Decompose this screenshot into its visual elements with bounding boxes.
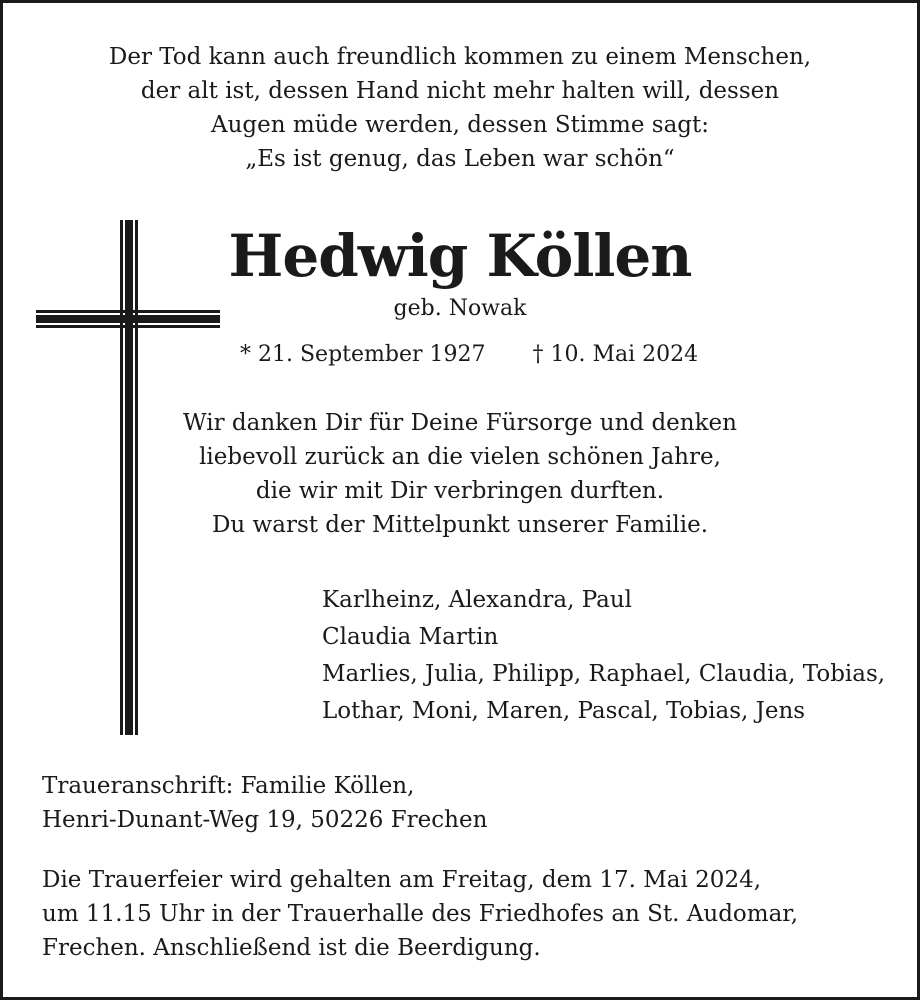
- deceased-name: Hedwig Köllen: [228, 222, 692, 290]
- mourners-line: Karlheinz, Alexandra, Paul: [322, 587, 633, 613]
- funeral-line: um 11.15 Uhr in der Trauerhalle des Friedhofes an St. Audomar,: [42, 901, 799, 927]
- mourners-line: Marlies, Julia, Philipp, Raphael, Claudia, Tobias,: [322, 661, 886, 687]
- thanks-line: die wir mit Dir verbringen durften.: [255, 478, 665, 504]
- death-date: † 10. Mai 2024: [532, 342, 699, 367]
- quote-line: Augen müde werden, dessen Stimme sagt:: [210, 112, 709, 138]
- funeral-line: Die Trauerfeier wird gehalten am Freitag, dem 17. Mai 2024,: [42, 867, 762, 893]
- thanks-block: [0, 406, 920, 542]
- funeral-line: Frechen. Anschließend ist die Beerdigung.: [42, 935, 541, 961]
- thanks-line: Du warst der Mittelpunkt unserer Familie.: [211, 512, 709, 538]
- birth-name: geb. Nowak: [393, 296, 527, 321]
- thanks-line: liebevoll zurück an die vielen schönen Jahre,: [199, 444, 721, 470]
- mourners-list: [322, 582, 885, 730]
- life-dates: [240, 338, 698, 372]
- quote-line: „Es ist genug, das Leben war schön“: [245, 146, 675, 172]
- birth-date: * 21. September 1927: [240, 342, 486, 367]
- mourners-line: Lothar, Moni, Maren, Pascal, Tobias, Jens: [322, 698, 806, 724]
- mourning-address: [42, 769, 487, 837]
- quote-block: [0, 40, 920, 176]
- mourners-line: Claudia Martin: [322, 624, 499, 650]
- thanks-line: Wir danken Dir für Deine Fürsorge und denken: [183, 410, 737, 436]
- address-line: Traueranschrift: Familie Köllen,: [42, 773, 415, 799]
- quote-line: der alt ist, dessen Hand nicht mehr halten will, dessen: [140, 78, 780, 104]
- address-line: Henri-Dunant-Weg 19, 50226 Frechen: [42, 807, 488, 833]
- quote-line: Der Tod kann auch freundlich kommen zu einem Menschen,: [108, 44, 812, 70]
- funeral-info: [42, 863, 798, 965]
